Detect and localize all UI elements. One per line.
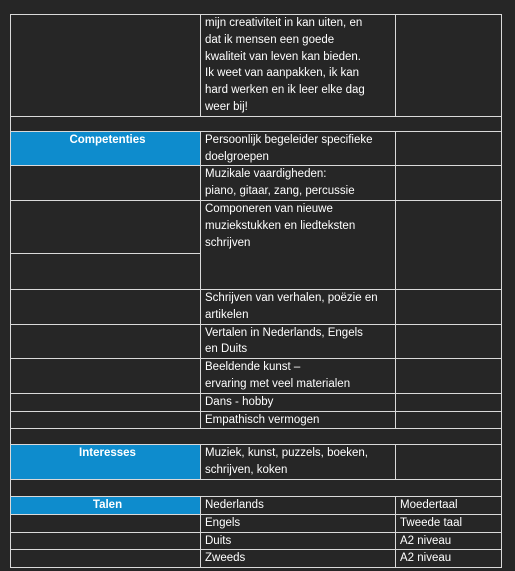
taal-level: Moedertaal: [396, 496, 502, 514]
competentie-line: Empathisch vermogen: [205, 413, 320, 426]
competentie-line: Schrijven van verhalen, poëzie en: [205, 291, 378, 304]
intro-line: mijn creativiteit in kan uiten, en: [205, 17, 363, 29]
competentie-row: [11, 200, 502, 253]
competentie-item: [201, 289, 396, 324]
competentie-row: [11, 324, 502, 359]
competentie-row: [11, 359, 502, 394]
interesses-row: [11, 445, 502, 480]
competentie-row: [11, 411, 502, 429]
spacer-row: [11, 429, 502, 445]
intro-row: [11, 15, 502, 117]
competentie-line: piano, gitaar, zang, percussie: [205, 185, 355, 198]
taal-row: [11, 532, 502, 550]
interesses-heading: Interesses: [15, 445, 200, 462]
competentie-item: [201, 393, 396, 411]
competentie-line: muziekstukken en liedteksten: [205, 219, 356, 232]
competentie-row: [11, 393, 502, 411]
competentie-line: Persoonlijk begeleider specifieke: [205, 133, 373, 146]
intro-line: weer bij!: [205, 100, 248, 113]
cv-table: [10, 14, 502, 568]
competentie-line: schrijven: [205, 236, 251, 249]
intro-left-cell: [11, 15, 201, 117]
interesses-heading-cell: [11, 445, 201, 480]
intro-line: dat ik mensen een goede: [205, 33, 335, 46]
taal-name: Nederlands: [201, 496, 396, 514]
competentie-row: [11, 166, 502, 201]
interesses-text: [201, 445, 396, 480]
spacer-row: [11, 479, 502, 496]
taal-row: [11, 550, 502, 568]
interesses-line: schrijven, koken: [205, 464, 288, 477]
competentie-item: [201, 411, 396, 429]
talen-heading-cell: [11, 496, 201, 514]
competentie-row: [11, 131, 502, 166]
intro-line: hard werken en ik leer elke dag: [205, 84, 365, 97]
intro-right-cell: [396, 15, 502, 117]
competentie-line: artikelen: [205, 308, 249, 321]
competentie-line: Vertalen in Nederlands, Engels: [205, 326, 363, 339]
competentie-item: [201, 200, 396, 289]
competentie-item: [201, 359, 396, 394]
competentie-line: Dans - hobby: [205, 395, 274, 408]
intro-line: Ik weet van aanpakken, ik kan: [205, 67, 360, 80]
competentie-item: [201, 324, 396, 359]
taal-row: [11, 514, 502, 532]
taal-level: A2 niveau: [396, 550, 502, 568]
competentie-item: [201, 166, 396, 201]
talen-heading: Talen: [15, 497, 200, 514]
taal-row: [11, 496, 502, 514]
intro-text-cell: [201, 15, 396, 117]
competentie-line: doelgroepen: [205, 150, 269, 163]
intro-line: kwaliteit van leven kan bieden.: [205, 50, 361, 63]
competentie-row: [11, 289, 502, 324]
competenties-heading: Competenties: [15, 132, 200, 149]
taal-level: A2 niveau: [396, 532, 502, 550]
competenties-heading-cell: [11, 131, 201, 166]
spacer-row: [11, 116, 502, 131]
competentie-line: Beeldende kunst –: [205, 361, 301, 374]
taal-level: Tweede taal: [396, 514, 502, 532]
competentie-line: ervaring met veel materialen: [205, 377, 351, 390]
competentie-item: [201, 131, 396, 166]
interesses-line: Muziek, kunst, puzzels, boeken,: [205, 447, 368, 460]
taal-name: Engels: [201, 514, 396, 532]
competentie-line: Componeren van nieuwe: [205, 202, 333, 215]
competentie-line: en Duits: [205, 343, 248, 356]
taal-name: Duits: [201, 532, 396, 550]
competentie-line: Muzikale vaardigheden:: [205, 168, 327, 181]
taal-name: Zweeds: [201, 550, 396, 568]
